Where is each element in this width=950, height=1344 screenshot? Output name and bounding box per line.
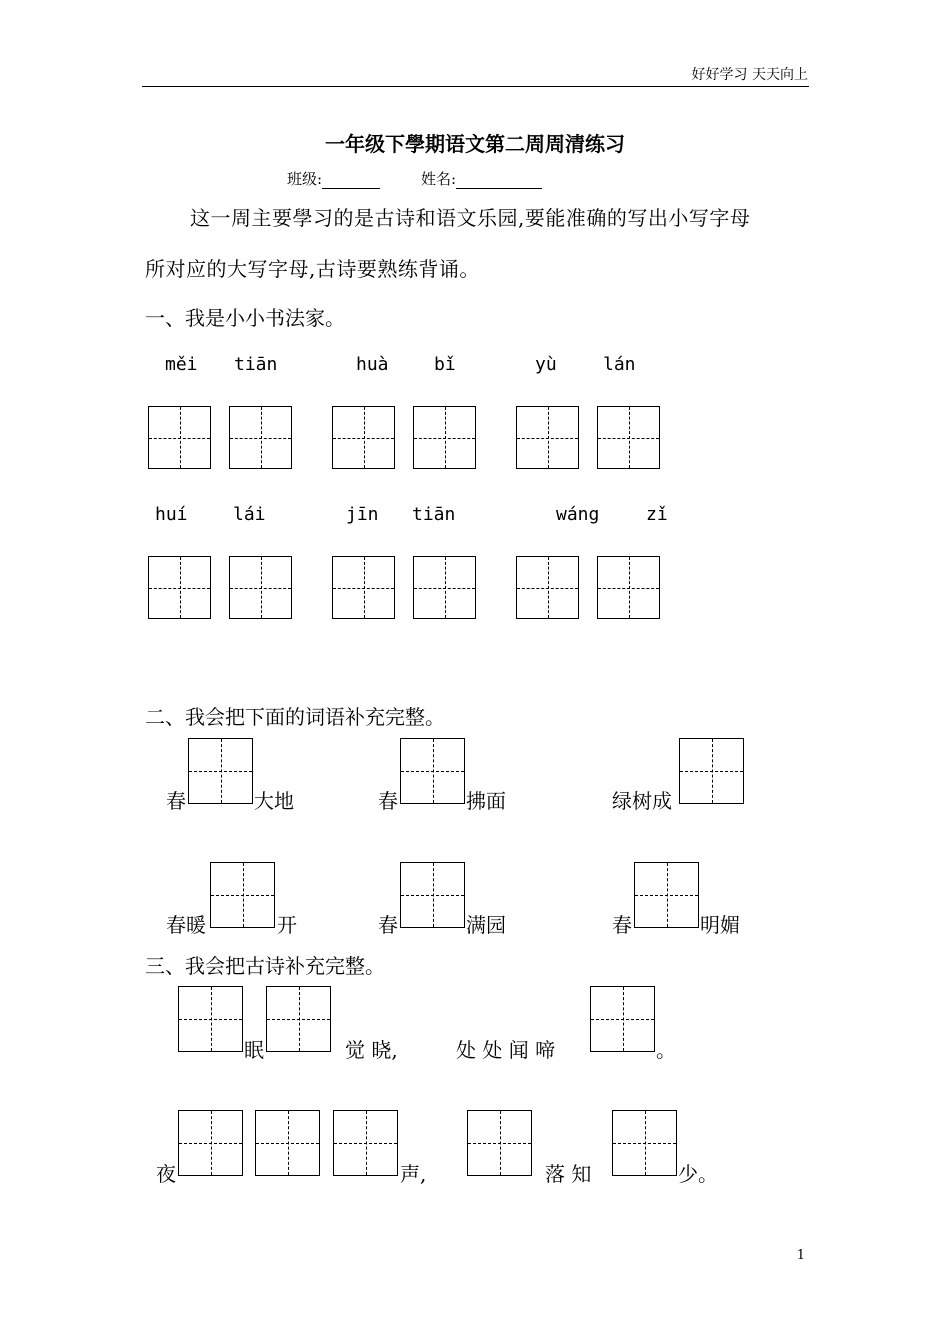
poem-punct: 。 <box>656 1038 676 1062</box>
poem-char: 眠 <box>244 1038 264 1062</box>
poem-char: 夜 <box>156 1162 176 1186</box>
writing-grid[interactable] <box>229 556 292 619</box>
writing-grid[interactable] <box>210 862 275 928</box>
writing-grid[interactable] <box>188 738 253 804</box>
page-number: 1 <box>796 1248 805 1263</box>
section-1-title: 一、我是小小书法家。 <box>145 306 345 330</box>
poem-text: 落 知 <box>545 1162 592 1186</box>
writing-grid[interactable] <box>467 1110 532 1176</box>
word-prefix: 绿树成 <box>612 789 672 813</box>
class-field <box>287 168 380 189</box>
writing-grid[interactable] <box>266 986 331 1052</box>
writing-grid[interactable] <box>332 556 395 619</box>
word-suffix: 拂面 <box>466 789 506 813</box>
section-3-title: 三、我会把古诗补充完整。 <box>145 954 385 978</box>
pinyin: lái <box>233 504 266 525</box>
poem-punct: 少。 <box>678 1162 718 1186</box>
writing-grid[interactable] <box>400 862 465 928</box>
poem-text: 觉 晓, <box>345 1038 398 1062</box>
writing-grid[interactable] <box>679 738 744 804</box>
word-prefix: 春 <box>166 789 186 813</box>
writing-grid[interactable] <box>597 406 660 469</box>
writing-grid[interactable] <box>178 1110 243 1176</box>
word-suffix: 明媚 <box>700 913 740 937</box>
pinyin: yù <box>535 354 557 375</box>
writing-grid[interactable] <box>332 406 395 469</box>
word-suffix: 大地 <box>254 789 294 813</box>
page-title: 一年级下學期语文第二周周清练习 <box>325 132 625 156</box>
writing-grid[interactable] <box>597 556 660 619</box>
pinyin: huà <box>356 354 389 375</box>
writing-grid[interactable] <box>148 406 211 469</box>
writing-grid[interactable] <box>516 406 579 469</box>
writing-grid[interactable] <box>612 1110 677 1176</box>
pinyin: zǐ <box>646 504 668 525</box>
pinyin: huí <box>155 504 188 525</box>
pinyin: wáng <box>556 504 600 525</box>
word-prefix: 春 <box>378 789 398 813</box>
writing-grid[interactable] <box>255 1110 320 1176</box>
writing-grid[interactable] <box>148 556 211 619</box>
name-blank[interactable] <box>456 172 542 189</box>
section-2-title: 二、我会把下面的词语补充完整。 <box>145 705 445 729</box>
word-prefix: 春 <box>378 913 398 937</box>
pinyin: tiān <box>234 354 278 375</box>
name-label: 姓名: <box>421 170 457 188</box>
class-label: 班级: <box>287 170 323 188</box>
writing-grid[interactable] <box>634 862 699 928</box>
header-rule <box>142 86 809 87</box>
pinyin: jīn <box>346 504 379 525</box>
header-motto: 好好学习 天天向上 <box>691 67 808 83</box>
class-blank[interactable] <box>322 172 380 189</box>
poem-text: 声, <box>400 1162 427 1186</box>
writing-grid[interactable] <box>590 986 655 1052</box>
word-prefix: 春暖 <box>166 913 206 937</box>
writing-grid[interactable] <box>413 406 476 469</box>
pinyin: tiān <box>412 504 456 525</box>
intro-line-2: 所对应的大写字母,古诗要熟练背诵。 <box>145 257 480 281</box>
writing-grid[interactable] <box>413 556 476 619</box>
intro-line-1: 这一周主要學习的是古诗和语文乐园,要能准确的写出小写字母 <box>190 206 751 230</box>
name-field <box>421 168 542 189</box>
pinyin: měi <box>165 354 198 375</box>
pinyin: bǐ <box>434 354 456 375</box>
poem-text: 处 处 闻 啼 <box>456 1038 556 1062</box>
writing-grid[interactable] <box>333 1110 398 1176</box>
writing-grid[interactable] <box>229 406 292 469</box>
writing-grid[interactable] <box>516 556 579 619</box>
word-prefix: 春 <box>612 913 632 937</box>
pinyin: lán <box>603 354 636 375</box>
writing-grid[interactable] <box>400 738 465 804</box>
word-suffix: 满园 <box>466 913 506 937</box>
writing-grid[interactable] <box>178 986 243 1052</box>
word-suffix: 开 <box>277 913 297 937</box>
